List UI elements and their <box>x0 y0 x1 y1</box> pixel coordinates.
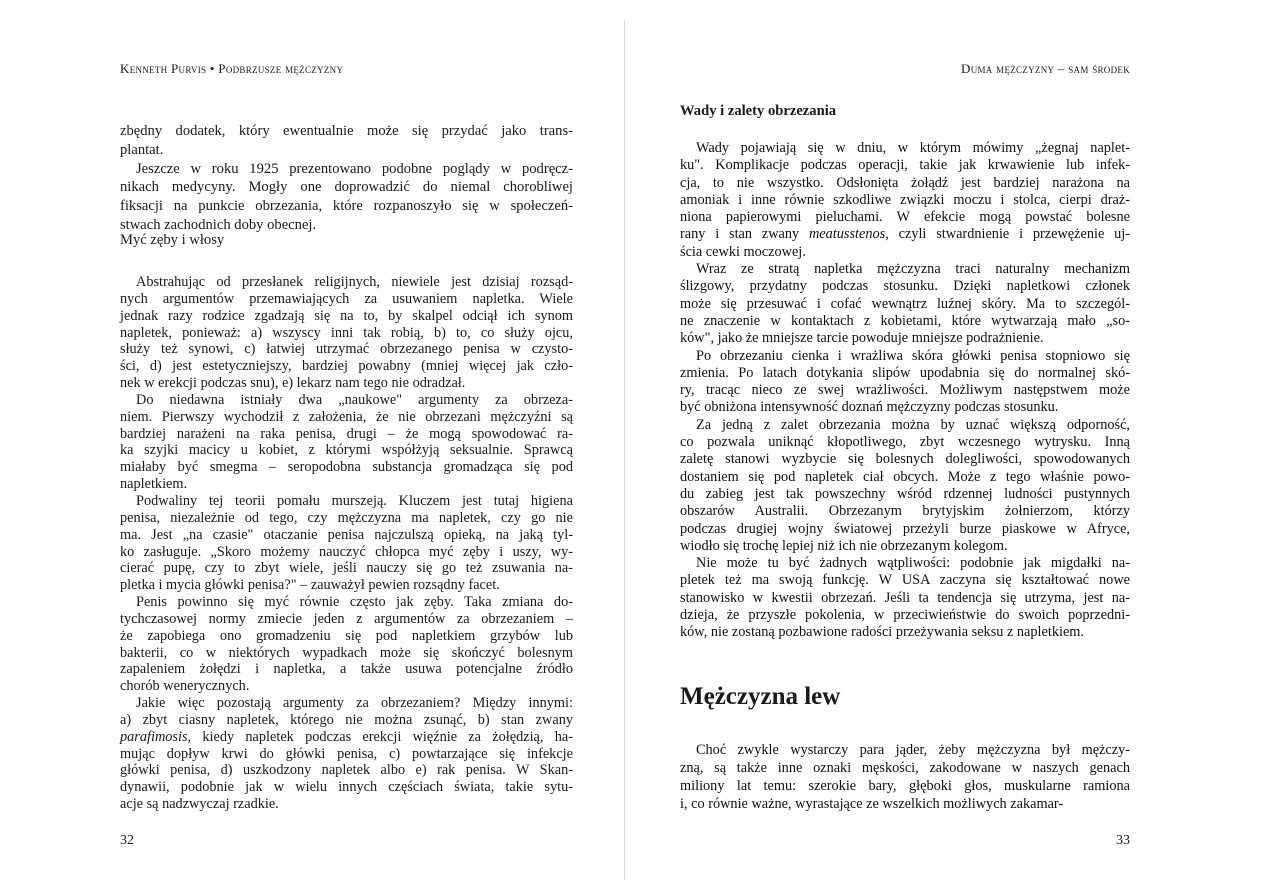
text-line: ko zasługuje. „Skoro możemy nauczyć chłopca myć zęby i uszy, wy- <box>120 543 573 560</box>
text-line: ści, d) jest estetyczniejszy, bardziej powabny (mniej więcej jak czło- <box>120 358 573 375</box>
text-line: cierać pupę, czy to zbyt wiele, jeśli nauczy się go też zsuwania na- <box>120 560 573 577</box>
text-line: Penis powinno się myć równie często jak zęby. Taka zmiana do- <box>136 594 573 611</box>
text-line: napletkiem. <box>120 476 188 493</box>
text-line: Nie może tu być żadnych wątpliwości: podobnie jak migdałki na- <box>696 555 1130 572</box>
text-line: że zapobiega ono gromadzeniu się pod napletkiem grzybów lub <box>120 627 573 644</box>
text-line: stwach zachodnich doby obecnej. <box>120 216 317 233</box>
text-line: może się przesuwać i cofać wewnątrz luźnej skóry. Ma to szczegól- <box>680 295 1130 312</box>
text-line: acje są nadzwyczaj rzadkie. <box>120 796 279 813</box>
right-running-header: Duma mężczyzny – sam środek <box>961 61 1130 76</box>
text-line: ścia cewki moczowej. <box>680 243 806 260</box>
text-line: Jeszcze w roku 1925 prezentowano podobne poglądy w podręcz- <box>136 160 573 177</box>
text-line: wiodło się trochę lepiej niż ich nie obrzezanym kolegom. <box>680 537 1008 554</box>
text-line: pletek też ma swoją funkcję. W USA zaczyna się kształtować nowe <box>680 572 1130 589</box>
text-line: ku". Komplikacje podczas operacji, takie jak krwawienie lub infek- <box>680 157 1130 174</box>
text-line: pletka i mycia główki penisa?" – zauważył pewien rozsądny facet. <box>120 577 500 594</box>
left-running-header: Kenneth Purvis • Podbrzusze mężczyzny <box>120 61 344 76</box>
text-line: nek w erekcji podczas snu), e) lekarz nam tego nie odradzał. <box>120 375 466 392</box>
text-line: amoniak i inne równie szkodliwe związki moczu i stolca, cierpi draż- <box>680 191 1130 208</box>
text-line: bardziej narażeni na raka penisa, drugi – że mogą spowodować ra- <box>120 425 573 442</box>
text-line: niem. Pierwszy wychodził z założenia, że nie obrzezani mężczyźni są <box>120 408 573 425</box>
text-line: Po obrzezaniu cienka i wrażliwa skóra główki penisa stopniowo się <box>696 347 1130 364</box>
text-line: Wraz ze stratą napletka mężczyzna traci naturalny mechanizm <box>696 261 1130 278</box>
text-line: dzieja, że przyszłe pokolenia, w przeciwieństwie do swoich poprzedni- <box>680 607 1130 624</box>
right-page-number: 33 <box>1116 833 1130 848</box>
text-line: plantat. <box>120 141 164 158</box>
text-line: cja, to nie wszystko. Odsłonięta żołądź jest bardziej narażona na <box>680 174 1130 191</box>
text-line: nych argumentów przemawiających za usuwaniem napletka. Wiele <box>120 290 573 307</box>
text-line: nikach medycyny. Mogły one doprowadzić do niemal chorobliwej <box>120 179 573 196</box>
left-subheading: Myć zęby i włosy <box>120 232 225 248</box>
text-line: być obniżona intensywność doznań mężczyzny podczas stosunku. <box>680 399 1059 416</box>
left-text-block-2 <box>120 274 573 813</box>
right-text-block-1 <box>680 140 1130 642</box>
right-text-block-2 <box>680 741 1130 813</box>
text-line: ków, nie zostaną pozbawione radości przeżywania seksu z napletkiem. <box>680 624 1084 641</box>
text-line: fiksacji na punkcie obrzezania, które rozpanoszyło się w społeczeń- <box>120 198 573 215</box>
text-line: Za jedną z zalet obrzezania można by uznać większą odporność, <box>696 416 1130 433</box>
text-line: obszarów Australii. Obrzezanym brytyjskim żołnierzom, którzy <box>680 503 1130 520</box>
text-line: ma. Jest „na czasie" otaczanie penisa najczulszą opieką, na jaką tyl- <box>120 526 573 543</box>
text-line: miałaby być smegma – seropodobna substancja gromadząca się pod <box>120 459 573 476</box>
text-line: parafimosis, kiedy napletek podczas erekcji więźnie za żołędzią, ha- <box>120 728 573 745</box>
text-line: Abstrahując od przesłanek religijnych, niewiele jest dzisiaj rozsąd- <box>136 274 573 290</box>
text-line: ślizgowy, przydatny podczas stosunku. Dzięki napletkowi członek <box>680 278 1130 295</box>
text-line: a) zbyt ciasny napletek, którego nie można zsunąć, b) stan zwany <box>120 711 573 728</box>
text-line: główki penisa, d) uszkodzony napletek albo e) rak penisa. W Skan- <box>120 762 573 779</box>
text-line: ka szyjki macicy u kobiet, z którymi współżyją seksualnie. Sprawcą <box>120 442 573 459</box>
text-line: tychczasowej normy zmiecie jeden z argumentów za obrzezaniem – <box>120 610 573 627</box>
left-text-block-1 <box>120 122 573 235</box>
text-line: zapaleniem żołędzi i napletka, a także usuwa potencjalne źródło <box>120 661 573 678</box>
text-line: jednak razy rodzice zgadzają się na to, by skalpel odciął ich synom <box>120 307 573 324</box>
text-line: podczas drugiej wojny światowej przeżyli burze piaskowe w Afryce, <box>680 520 1130 537</box>
text-line: Jakie więc pozostają argumenty za obrzezaniem? Między innymi: <box>136 695 573 712</box>
right-subheading: Wady i zalety obrzezania <box>680 103 837 119</box>
left-page-number: 32 <box>120 833 134 848</box>
text-line: penisa, niezależnie od tego, czy mężczyzna ma napletek, czy go nie <box>120 509 573 526</box>
text-line: niona papierowymi pieluchami. W efekcie mogą powstać bolesne <box>680 209 1130 226</box>
text-line: napletek, ponieważ: a) wszyscy inni tak robią, b) to, co służy ojcu, <box>120 324 573 341</box>
text-line: Choć zwykle wystarczy para jąder, żeby mężczyzna był mężczy- <box>696 742 1130 758</box>
text-line: chorób wenerycznych. <box>120 678 250 695</box>
text-line: ry, tracąc nieco ze swej wrażliwości. Możliwym następstwem może <box>680 382 1130 399</box>
text-line: Do niedawna istniały dwa „naukowe" argumenty za obrzeza- <box>136 391 573 408</box>
text-line: stanowisko w kwestii obrzezań. Jeśli ta tendencja się utrzyma, jest na- <box>680 589 1130 606</box>
text-line: zaletę stanowi wyzbycie się bolesnych dolegliwości, spowodowanych <box>680 451 1130 468</box>
text-line: i, co równie ważne, wyrastające ze wszelkich możliwych zakamar- <box>680 796 1064 812</box>
text-line: ków", jako że mniejsze tarcie powoduje mniejsze podrażnienie. <box>680 330 1044 347</box>
text-line: mując dopływ krwi do główki penisa, c) powtarzające się infekcje <box>120 745 573 762</box>
text-line: rany i stan zwany meatusstenos, czyli stwardnienie i przewężenie uj- <box>680 226 1131 243</box>
text-line: zbędny dodatek, który ewentualnie może się przydać jako trans- <box>120 123 573 139</box>
text-line: służy też synowi, c) łatwiej utrzymać obrzezanego penisa w czysto- <box>120 341 573 358</box>
italic-term: meatusstenos <box>808 226 886 243</box>
book-gutter <box>624 20 625 880</box>
chapter-title: Mężczyzna lew <box>680 683 841 710</box>
text-line: zną, są także inne oznaki męskości, zakodowane w naszych genach <box>680 760 1130 776</box>
text-line: dynawii, podobnie jak w wielu innych częściach świata, takie sytu- <box>120 779 573 796</box>
text-line: zmienia. Po latach dotykania slipów upodabnia się do normalnej skó- <box>680 364 1130 381</box>
text-line: Podwaliny tej teorii pomału murszeją. Kluczem jest tutaj higiena <box>136 492 573 509</box>
italic-term: parafimosis <box>120 728 188 745</box>
text-line: Wady pojawiają się w dniu, w którym mówimy „żegnaj naplet- <box>696 140 1130 156</box>
text-line: co pozwala uniknąć kłopotliwego, zbyt wczesnego wytrysku. Inną <box>680 434 1130 451</box>
text-line: bakterii, co w niektórych wypadkach może się skończyć bolesnym <box>120 644 573 661</box>
text-line: miliony lat temu: szerokie bary, głęboki głos, muskularne ramiona <box>680 778 1130 794</box>
text-line: ne znaczenie w kontaktach z kobietami, które wytwarzają mało „so- <box>680 312 1130 329</box>
text-line: du zabieg jest tak powszechny wśród rdzennej ludności pustynnych <box>680 485 1130 502</box>
text-line: dostaniem się pod napletek ciał obcych. Może z tego właśnie powo- <box>680 468 1130 485</box>
